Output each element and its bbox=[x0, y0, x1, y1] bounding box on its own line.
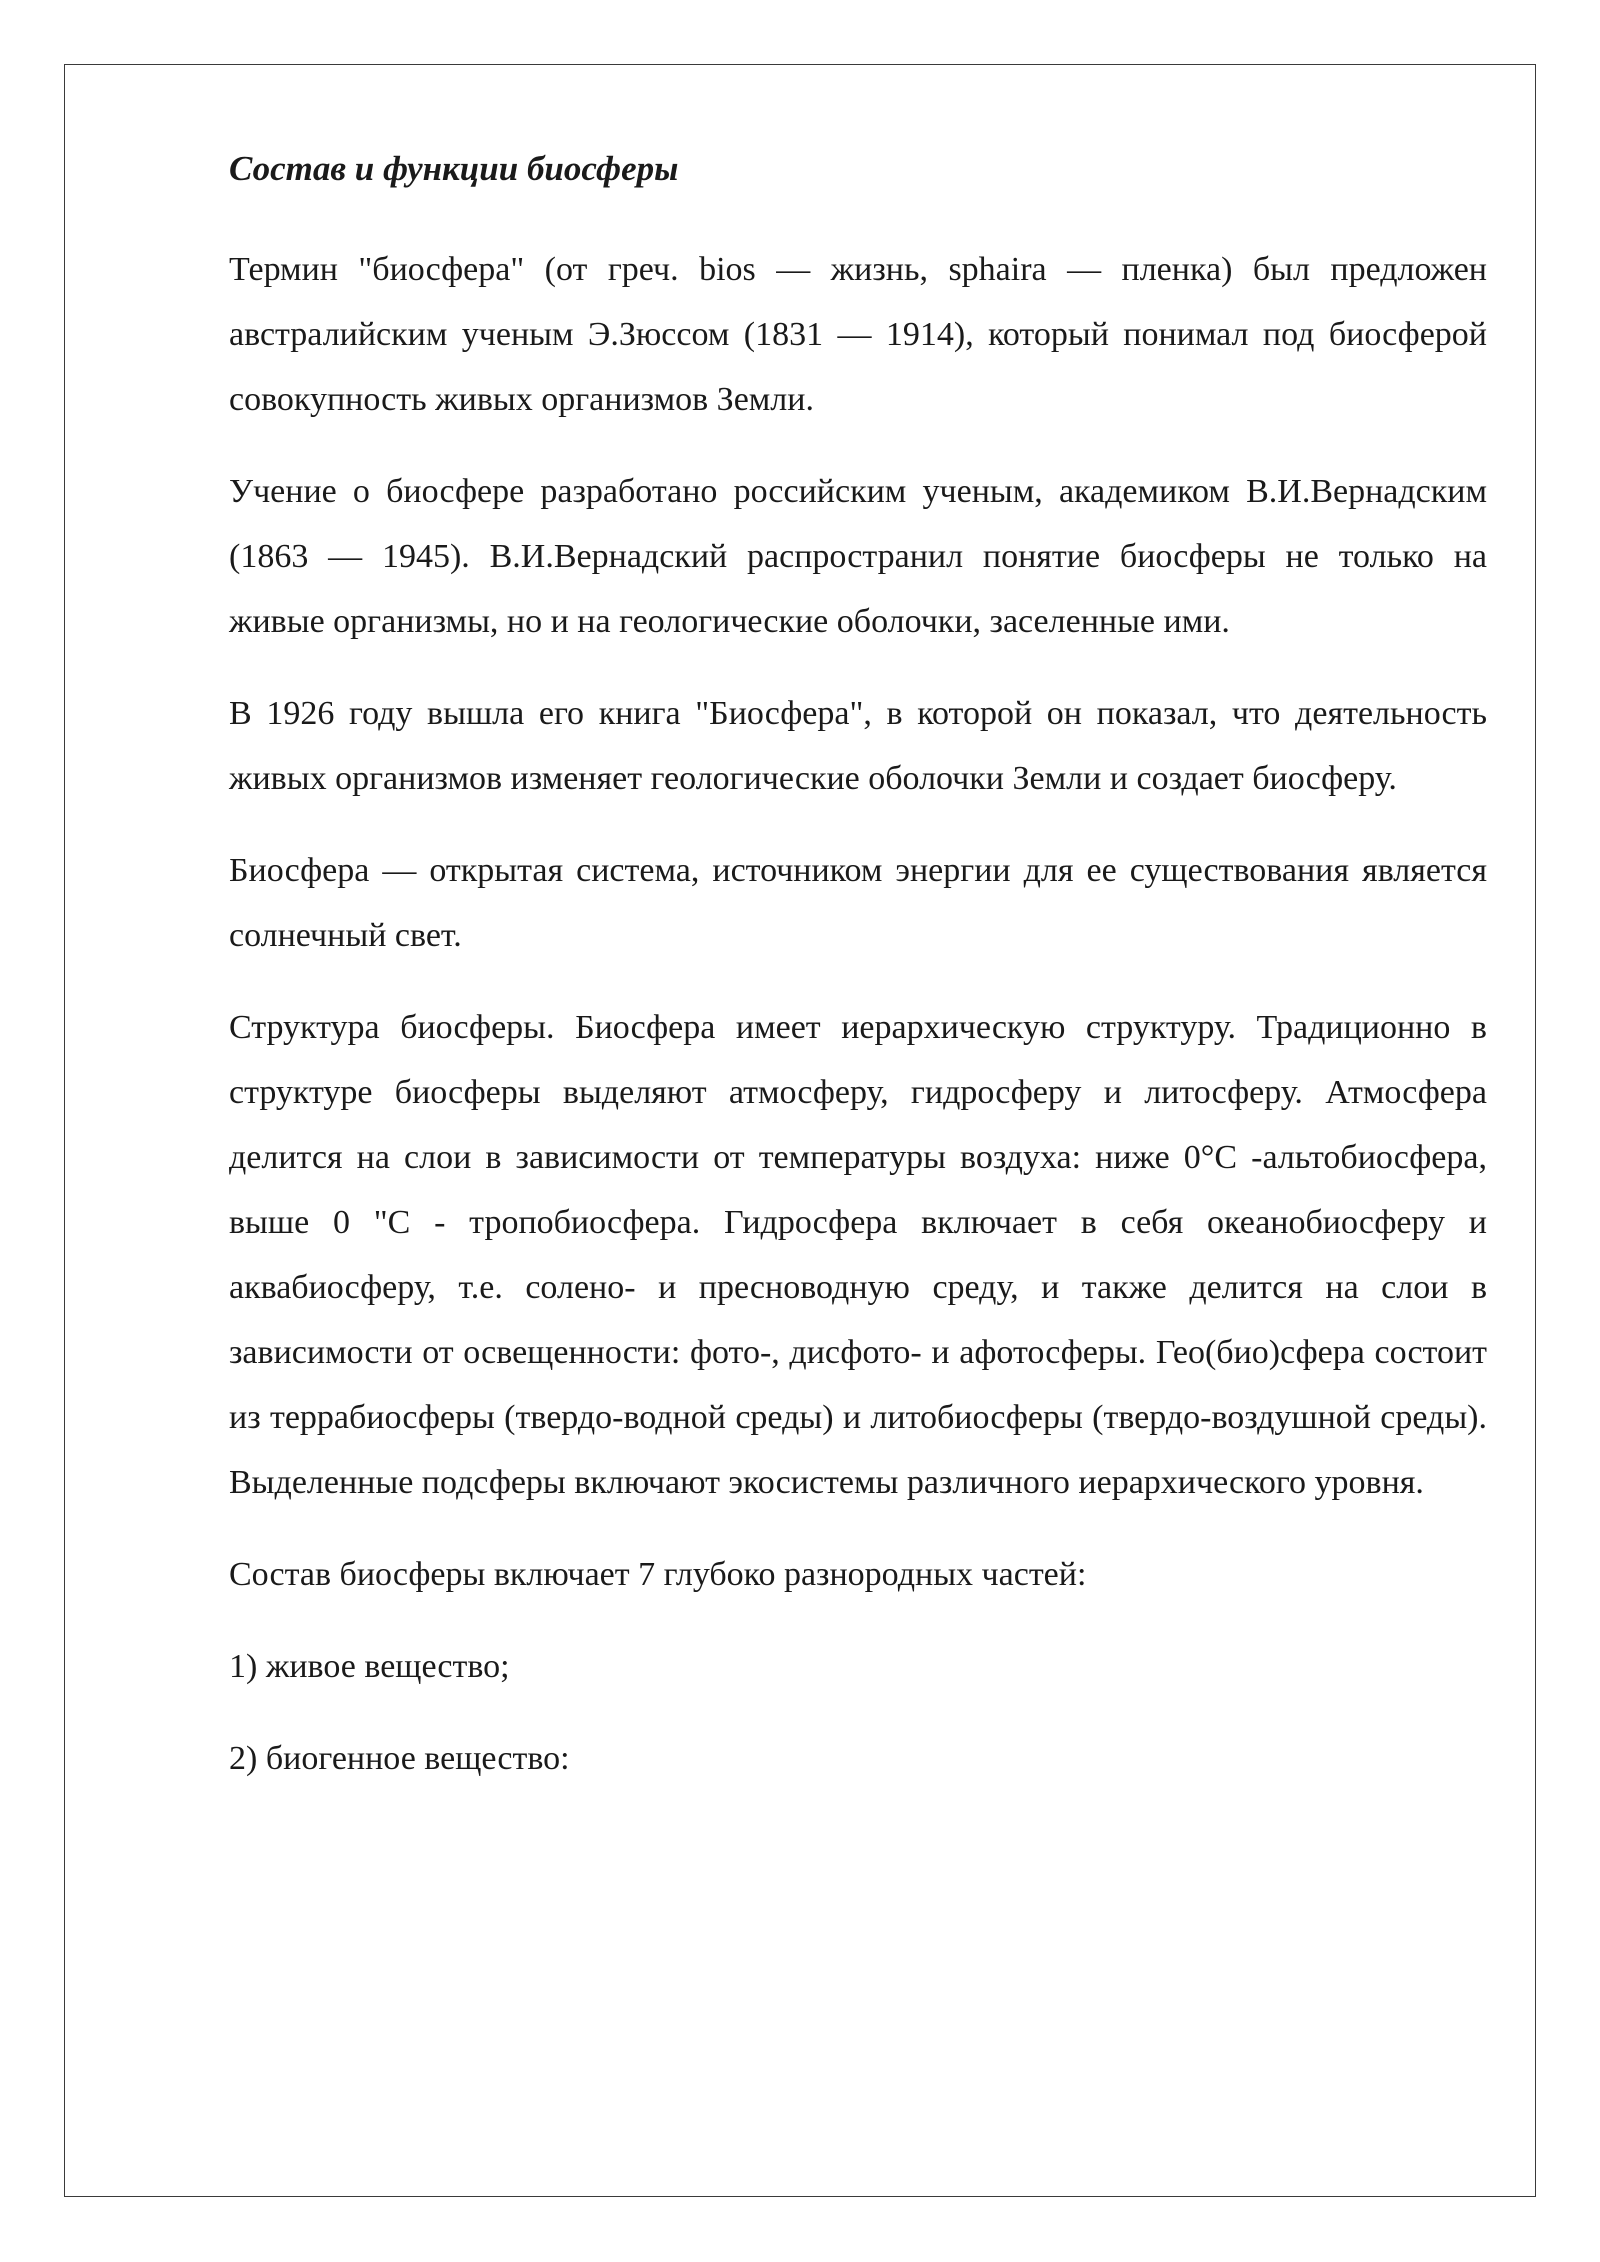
document-body bbox=[229, 146, 1487, 1818]
document-title: Состав и функции биосферы bbox=[229, 149, 679, 188]
list-item-living-matter: 1) живое вещество; bbox=[229, 1648, 510, 1685]
paragraph-composition-intro: Состав биосферы включает 7 глубоко разнородных частей: bbox=[229, 1556, 1087, 1593]
paragraph-biosphere-book: В 1926 году вышла его книга "Биосфера", в которой он показал, что деятельность живых организмов изменяет геологические оболочки Земли и создает биосферу. bbox=[229, 695, 1487, 797]
list-item-biogenic-matter: 2) биогенное вещество: bbox=[229, 1740, 570, 1777]
paragraph-open-system: Биосфера — открытая система, источником энергии для ее существования является солнечный свет. bbox=[229, 852, 1487, 954]
paragraph-biosphere-structure: Структура биосферы. Биосфера имеет иерархическую структуру. Традиционно в структуре биосферы выделяют атмосферу, гидросферу и литосферу. Атмосфера делится на слои в зависимости от температуры воздуха: ниже 0°С -альтобиосфера, выше 0 "С - тропобиосфера. Гидросфера включает в себя океанобиосферу и аквабиосферу, т.е. солено- и пресноводную среду, и также делится на слои в зависимости от освещенности: фото-, дисфото- и афотосферы. Гео(био)сфера состоит из террабиосферы (твердо-водной среды) и литобиосферы (твердо-воздушной среды). Выделенные подсферы включают экосистемы различного иерархического уровня. bbox=[229, 1009, 1487, 1501]
paragraph-vernadsky-teaching: Учение о биосфере разработано российским ученым, академиком В.И.Вернадским (1863 — 1945). В.И.Вернадский распространил понятие биосферы не только на живые организмы, но и на геологические оболочки, заселенные ими. bbox=[229, 473, 1487, 640]
paragraph-biosphere-term: Термин "биосфера" (от греч. bios — жизнь, sphaira — пленка) был предложен австралийским ученым Э.Зюссом (1831 — 1914), который понимал под биосферой совокупность живых организмов Земли. bbox=[229, 251, 1487, 418]
